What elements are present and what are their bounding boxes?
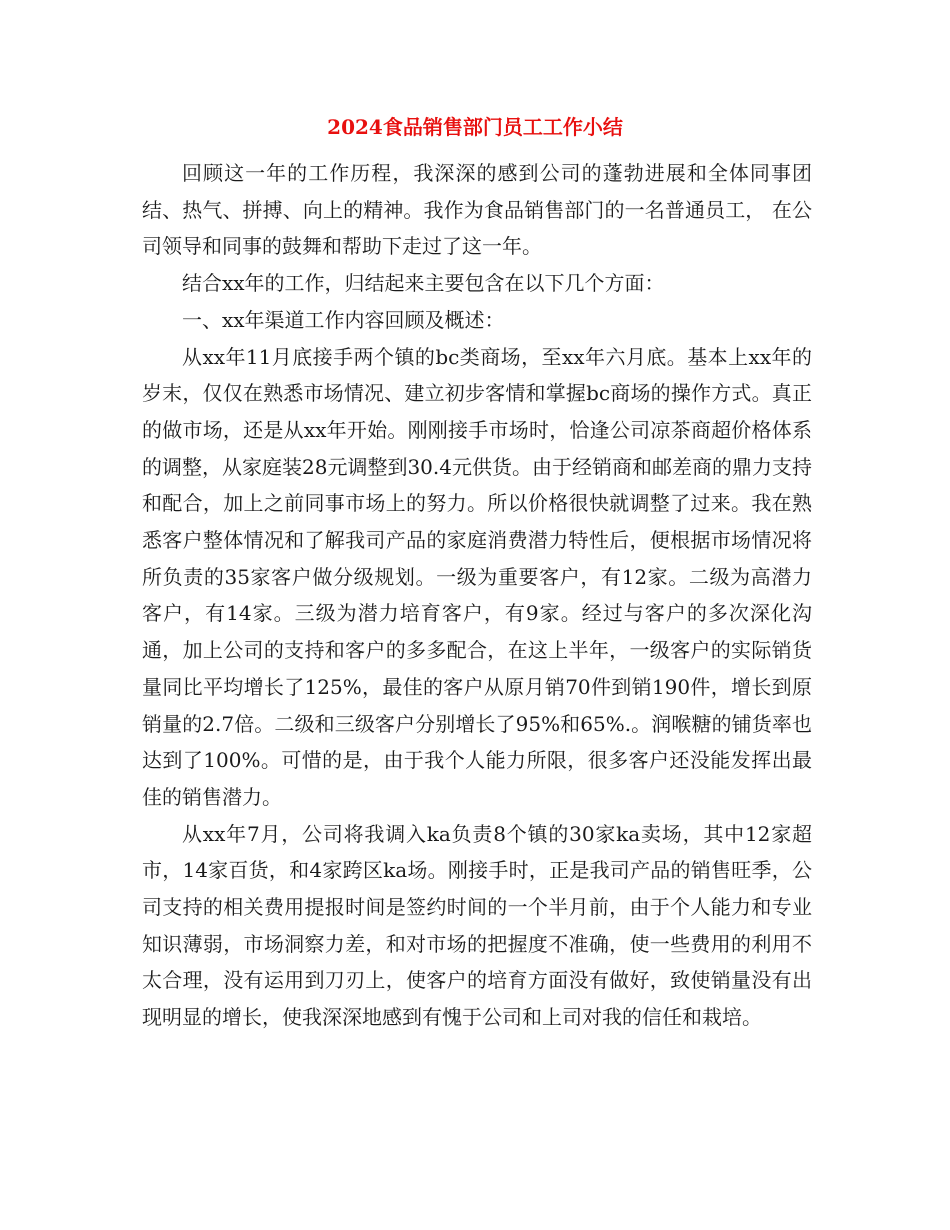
section-heading-1: 一、xx年渠道工作内容回顾及概述：: [182, 307, 505, 332]
paragraph-bc-market: 从xx年11月底接手两个镇的bc类商场，至xx年六月底。基本上xx年的岁末，仅仅在熟悉市场情况、建立初步客情和掌握bc商场的操作方式。真正的做市场，还是从xx年开始。刚刚接手市场时，恰逢公司凉茶商超价格体系的调整，从家庭装28元调整到30.4元供货。由于经销商和邮差商的鼎力支持和配合，加上之前同事市场上的努力。所以价格很快就调整了过来。我在熟悉客户整体情况和了解我司产品的家庭消费潜力特性后，便根据市场情况将所负责的35家客户做分级规划。一级为重要客户，有12家。二级为高潜力客户，有14家。三级为潜力培育客户，有9家。经过与客户的多次深化沟通，加上公司的支持和客户的多多配合，在这上半年，一级客户的实际销货量同比平均增长了125%，最佳的客户从原月销70件到销190件，增长到原销量的2.7倍。二级和三级客户分别增长了95%和65%.。润喉糖的铺货率也达到了100%。可惜的是，由于我个人能力所限，很多客户还没能发挥出最佳的销售潜力。: [142, 344, 812, 809]
paragraph-review: 回顾这一年的工作历程，我深深的感到公司的蓬勃进展和全体同事团结、热气、拼搏、向上的精神。我作为食品销售部门的一名普通员工， 在公司领导和同事的鼓舞和帮助下走过了这一年。: [142, 161, 812, 259]
document-title: 2024食品销售部门员工工作小结: [327, 115, 623, 139]
document-body: [142, 155, 812, 1036]
paragraph-summary-intro: 结合xx年的工作，归结起来主要包含在以下几个方面：: [182, 271, 665, 296]
paragraph-ka-market: 从xx年7月，公司将我调入ka负责8个镇的30家ka卖场，其中12家超市，14家百货，和4家跨区ka场。刚接手时，正是我司产品的销售旺季，公司支持的相关费用提报时间是签约时间的一个半月前，由于个人能力和专业知识薄弱，市场洞察力差，和对市场的把握度不准确，使一些费用的利用不太合理，没有运用到刀刃上，使客户的培育方面没有做好，致使销量没有出现明显的增长，使我深深地感到有愧于公司和上司对我的信任和栽培。: [142, 821, 812, 1030]
